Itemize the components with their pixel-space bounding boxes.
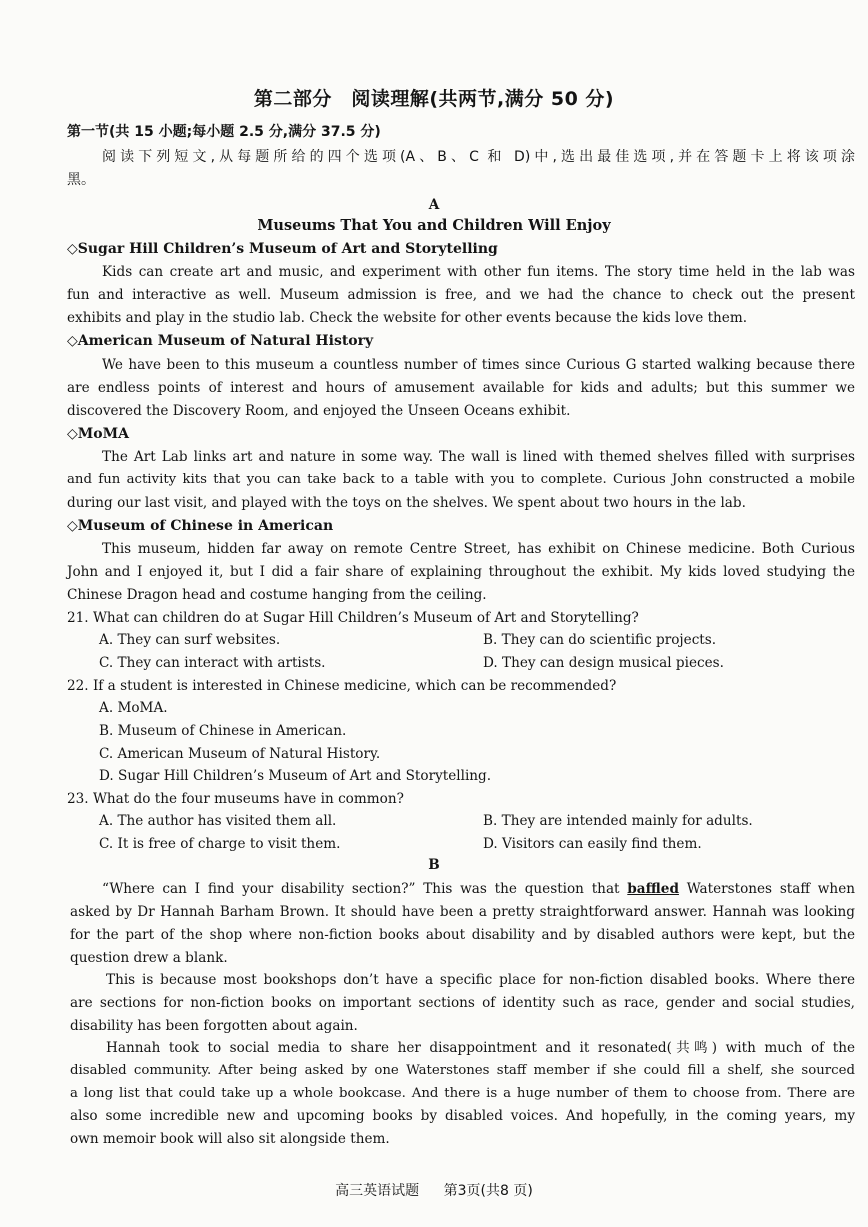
passage-b-line: for the part of the shop where non-fiction books about disability and by disabled authors were kept, but the	[70, 927, 855, 943]
passage-b-line: Hannah took to social media to share her disappointment and it resonated(共鸣) with much of the	[106, 1040, 855, 1056]
footer-page-number: 第3页(共8 页)	[443, 1183, 533, 1199]
museum-text-line: Chinese Dragon head and costume hanging from the ceiling.	[67, 587, 487, 603]
passage-b-line: are sections for non-fiction books on important sections of identity such as race, gender and social studies,	[70, 995, 855, 1011]
museum-text-line: discovered the Discovery Room, and enjoyed the Unseen Oceans exhibit.	[67, 403, 571, 419]
passage-b-line: asked by Dr Hannah Barham Brown. It should have been a pretty straightforward answer. Hannah was looking	[70, 904, 855, 920]
museum-text-line: John and I enjoyed it, but I did a fair share of explaining throughout the exhibit. My kids loved studying the	[67, 564, 855, 580]
question-21-stem: 21. What can children do at Sugar Hill Children’s Museum of Art and Storytelling?	[67, 610, 639, 626]
museum-heading-natural-history: ◇American Museum of Natural History	[67, 333, 374, 349]
passage-b-line: also some incredible new and upcoming books by disabled voices. And hopefully, in the coming years, my	[70, 1108, 855, 1124]
passage-b-line: This is because most bookshops don’t have a specific place for non-fiction disabled books. Where there	[106, 972, 855, 988]
museum-text-line: We have been to this museum a countless number of times since Curious G started walking because there	[102, 357, 855, 373]
museum-text-line: The Art Lab links art and nature in some way. The wall is lined with themed shelves filled with surprises	[102, 449, 855, 465]
passage-b-line: question drew a blank.	[70, 950, 228, 966]
museum-text-line: This museum, hidden far away on remote Centre Street, has exhibit on Chinese medicine. Both Curious	[102, 541, 855, 557]
question-22-stem: 22. If a student is interested in Chinese medicine, which can be recommended?	[67, 678, 617, 694]
question-23-stem: 23. What do the four museums have in common?	[67, 791, 404, 807]
question-21-option-b[interactable]: B. They can do scientific projects.	[483, 632, 717, 648]
question-23-option-a[interactable]: A. The author has visited them all.	[99, 813, 337, 829]
question-22-option-a[interactable]: A. MoMA.	[99, 700, 168, 716]
question-23-option-d[interactable]: D. Visitors can easily find them.	[483, 836, 702, 852]
museum-text-line: fun and interactive as well. Museum admission is free, and we had the chance to check out the present	[67, 287, 855, 303]
question-22-option-b[interactable]: B. Museum of Chinese in American.	[99, 723, 347, 739]
museum-text-line: during our last visit, and played with the toys on the shelves. We spent about two hours in the lab.	[67, 495, 746, 511]
question-21-option-d[interactable]: D. They can design musical pieces.	[483, 655, 724, 671]
passage-b-line: a long list that could take up a whole bookcase. And there is a huge number of them to choose from. There are	[70, 1086, 855, 1101]
museum-text-line: exhibits and play in the studio lab. Check the website for other events because the kids love them.	[67, 310, 748, 326]
keyword-baffled: baffled	[627, 881, 679, 897]
museum-heading-chinese: ◇Museum of Chinese in American	[67, 518, 334, 534]
passage-b-text: “Where can I find your disability section?” This was the question that	[102, 881, 628, 897]
museum-heading-moma: ◇MoMA	[67, 426, 129, 442]
footer-subject: 高三英语试题	[335, 1183, 420, 1199]
museum-text-line: Kids can create art and music, and experiment with other fun items. The story time held in the lab was	[102, 264, 855, 280]
question-21-option-a[interactable]: A. They can surf websites.	[99, 632, 281, 648]
passage-a-title: Museums That You and Children Will Enjoy	[257, 217, 611, 234]
instructions-line-2: 黑。	[67, 172, 95, 188]
museum-heading-sugar-hill: ◇Sugar Hill Children’s Museum of Art and Storytelling	[67, 241, 498, 257]
part-title: 第二部分 阅读理解(共两节,满分 50 分)	[253, 88, 615, 110]
passage-a-letter: A	[428, 197, 440, 213]
passage-b-letter: B	[428, 857, 440, 873]
section-title: 第一节(共 15 小题;每小题 2.5 分,满分 37.5 分)	[67, 124, 381, 140]
question-22-option-d[interactable]: D. Sugar Hill Children’s Museum of Art and Storytelling.	[99, 768, 492, 784]
page-footer	[0, 1180, 868, 1200]
passage-b-line: disability has been forgotten about again.	[70, 1018, 358, 1034]
question-23-option-c[interactable]: C. It is free of charge to visit them.	[99, 836, 341, 852]
passage-b-line: own memoir book will also sit alongside them.	[70, 1131, 390, 1147]
passage-b-text: Waterstones staff when	[678, 881, 855, 897]
question-21-option-c[interactable]: C. They can interact with artists.	[99, 655, 326, 671]
passage-b-line: disabled community. After being asked by one Waterstones staff member if she could fill a shelf, she sourced	[70, 1063, 855, 1078]
museum-text-line: are endless points of interest and hours of amusement available for kids and adults; but this summer we	[67, 380, 855, 396]
question-23-option-b[interactable]: B. They are intended mainly for adults.	[483, 813, 753, 829]
question-22-option-c[interactable]: C. American Museum of Natural History.	[99, 746, 381, 762]
passage-b-first-line	[102, 879, 855, 899]
instructions-line-1: 阅读下列短文,从每题所给的四个选项(A、B、C 和 D)中,选出最佳选项,并在答题卡上将该项涂	[102, 149, 855, 165]
museum-text-line: and fun activity kits that you can take back to a table with you to complete. Curious John constructed a mobile	[67, 472, 855, 487]
